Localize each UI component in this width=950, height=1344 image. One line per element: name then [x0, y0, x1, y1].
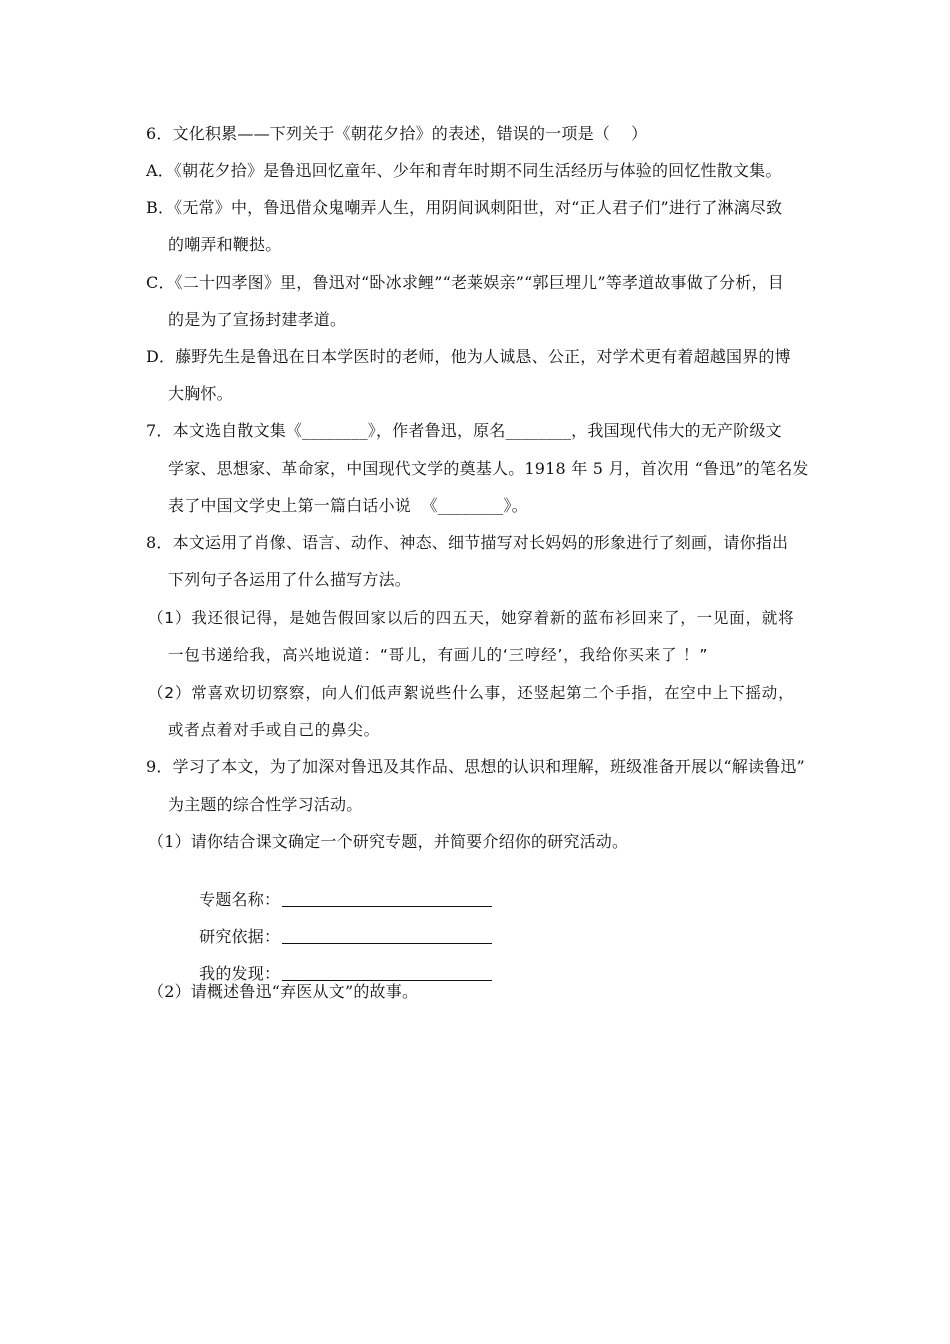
- q8-line2: 下列句子各运用了什么描写方法。: [168, 570, 412, 589]
- q6-option-c-line2: 的是为了宣扬封建孝道。: [168, 310, 347, 329]
- q6-option-d-line1: D．藤野先生是鲁迅在日本学医时的老师，他为人诚恳、公正，对学术更有着超越国界的博: [146, 347, 791, 366]
- q8-sentence1-line2: 一包书递给我，高兴地说道：“哥儿，有画儿的‘三哼经’，我给你买来了 ！”: [168, 646, 709, 664]
- q8-sentence2-line1: （2）常喜欢切切察察，向人们低声絮说些什么事，还竖起第二个手指，在空中上下摇动，: [148, 684, 795, 702]
- q9-part1: （1）请你结合课文确定一个研究专题，并简要介绍你的研究活动。: [148, 832, 629, 851]
- q7-line1: 7．本文选自散文集《________》，作者鲁迅，原名________，我国现代伟大的无产阶级文: [146, 421, 782, 440]
- q8-line1: 8．本文运用了肖像、语言、动作、神态、细节描写对长妈妈的形象进行了刻画，请你指出: [146, 533, 789, 552]
- research-basis-blank[interactable]: [282, 927, 492, 944]
- q8-sentence2-line2: 或者点着对手或自己的鼻尖。: [168, 721, 380, 739]
- topic-name-blank[interactable]: [282, 890, 492, 907]
- q6-option-d-line2: 大胸怀。: [168, 384, 233, 403]
- q8-sentence1-line1: （1）我还很记得，是她告假回家以后的四五天，她穿着新的蓝布衫回来了，一见面，就将: [148, 609, 795, 627]
- q6-option-c-line1: C．《二十四孝图》里，鲁迅对“卧冰求鲤”“老莱娱亲”“郭巨埋儿”等孝道故事做了分析，目: [146, 273, 784, 292]
- q9-part2: （2）请概述鲁迅“弃医从文”的故事。: [148, 982, 419, 1001]
- q9-line1: 9．学习了本文，为了加深对鲁迅及其作品、思想的认识和理解，班级准备开展以“解读鲁迅”: [146, 757, 805, 776]
- topic-name-label: 专题名称：: [199, 890, 281, 909]
- q6-option-b-line2: 的嘲弄和鞭挞。: [168, 235, 282, 254]
- research-basis-label: 研究依据：: [199, 927, 281, 946]
- q7-line3: 表了中国文学史上第一篇白话小说 《________》。: [168, 496, 528, 515]
- q6-option-a: A．《朝花夕拾》是鲁迅回忆童年、少年和青年时期不同生活经历与体验的回忆性散文集。: [146, 161, 782, 180]
- q9-line2: 为主题的综合性学习活动。: [168, 795, 363, 814]
- q7-line2: 学家、思想家、革命家，中国现代文学的奠基人。1918 年 5 月，首次用 “鲁迅”的笔名发: [168, 459, 809, 478]
- q6-stem: 6．文化积累——下列关于《朝花夕拾》的表述，错误的一项是（ ）: [146, 124, 648, 143]
- my-findings-label: 我的发现：: [199, 964, 281, 983]
- q6-option-b-line1: B．《无常》中，鲁迅借众鬼嘲弄人生，用阴间讽刺阳世，对“正人君子们”进行了淋漓尽致: [146, 198, 783, 217]
- my-findings-blank[interactable]: [282, 964, 492, 981]
